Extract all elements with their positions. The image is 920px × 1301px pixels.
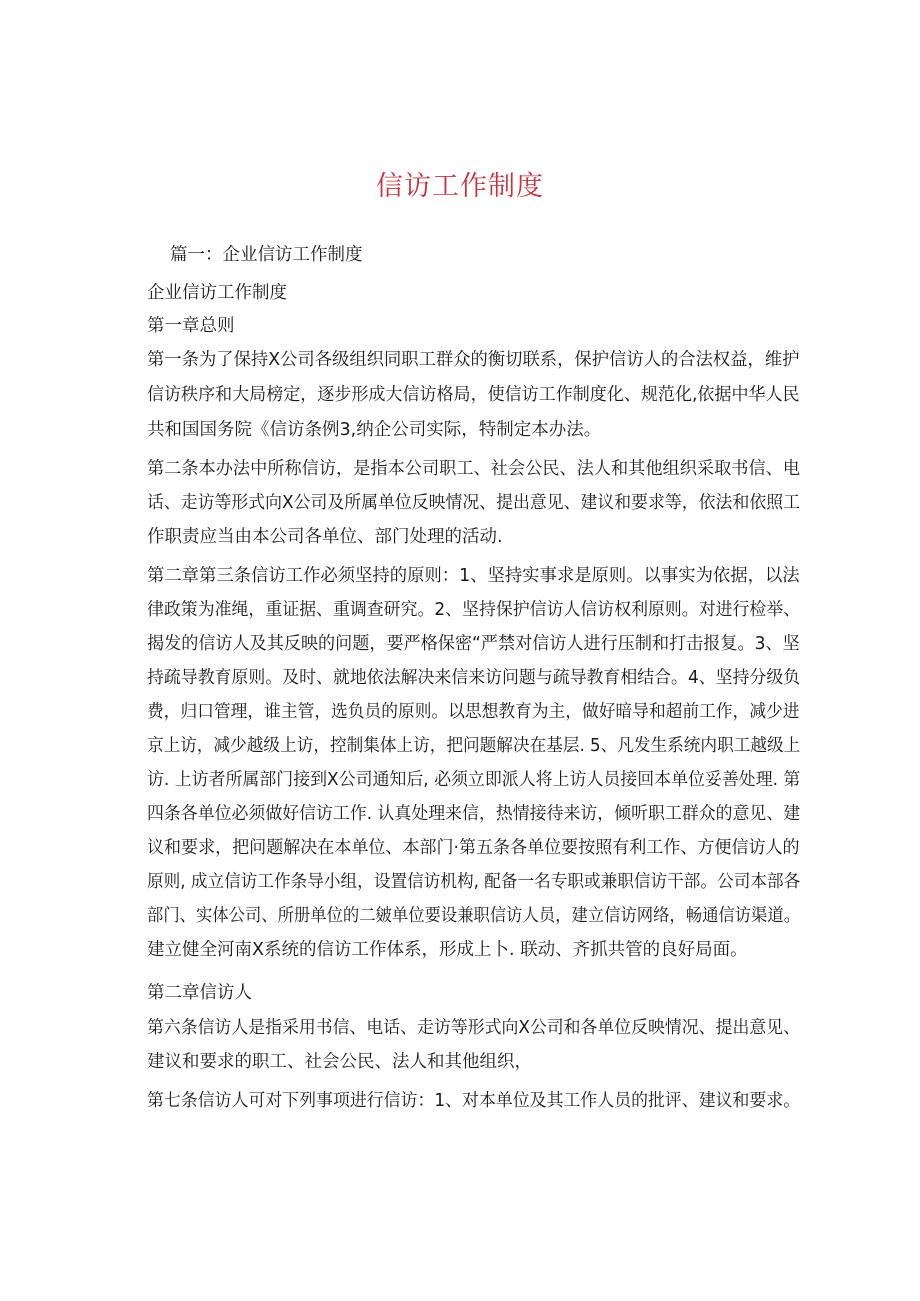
paragraph-line: 第二条本办法中所称信访，是指本公司职工、社会公民、法人和其他组织采取书信、电 xyxy=(147,459,801,479)
paragraph-line: 原则, 成立信访工作条导小组，设置信访机构, 配备一名专职或兼职信访干部。公司本部各 xyxy=(147,872,801,892)
paragraph-line: 费，归口管理，谁主管，选负员的原则。以思想教育为主，做好暗导和超前工作，减少进 xyxy=(147,702,800,722)
paragraph-line: 访. 上访者所属部门接到X公司通知后, 必须立即派人将上访人员接回本单位妥善处理. 第 xyxy=(147,770,801,790)
paragraph-line: 律政策为准绳，重证据、重调查研究。2、坚持保护信访人信访权利原则。对进行检举、 xyxy=(147,600,801,620)
paragraph-line: 第六条信访人是指采用书信、电话、走访等形式向X公司和各单位反映情况、提出意见、 xyxy=(147,1018,800,1038)
paragraph-line: 第一条为了保持X公司各级组织同职工群众的衡切联系，保护信访人的合法权益，维护 xyxy=(147,350,800,370)
paragraph-line: 京上访，减少越级上访，控制集体上访，把问题解决在基层. 5、凡发生系统内职工越级上 xyxy=(147,736,801,756)
paragraph-line: 建立健全河南X系统的信访工作体系，形成上卜. 联动、齐抓共管的良好局面。 xyxy=(147,940,748,960)
paragraph-line: 第二章第三条信访工作必须坚持的原则：1、坚持实事求是原则。以事实为依据，以法 xyxy=(147,566,800,586)
paragraph-line: 第七条信访人可对下列事项进行信访：1、对本单位及其工作人员的批评、建议和要求。 xyxy=(147,1091,801,1111)
subtitle: 篇一：企业信访工作制度 xyxy=(170,245,363,265)
chapter-heading-general: 第一章总则 xyxy=(147,316,235,336)
paragraph-line: 持疏导教育原则。及时、就地依法解决来信来访问题与疏导教育相结合。4、坚持分级负 xyxy=(147,668,801,688)
document-title: 信访工作制度 xyxy=(376,171,544,202)
paragraph-line: 议和要求，把问题解决在本单位、本部门·第五条各单位要按照有利工作、方便信访人的 xyxy=(147,838,800,858)
chapter-heading-petitioner: 第二章信访人 xyxy=(147,983,252,1003)
paragraph-line: 作职责应当由本公司各单位、部门处理的活动. xyxy=(147,527,503,547)
paragraph-line: 部门、实体公司、所册单位的二皴单位要设兼职信访人员，建立信访网络，畅通信访渠道。 xyxy=(147,906,801,926)
paragraph-line: 信访秩序和大局榜定，逐步形成大信访格局，使信访工作制度化、规范化,依据中华人民 xyxy=(147,385,800,405)
paragraph-line: 话、走访等形式向X公司及所属单位反映情况、提出意见、建议和要求等，依法和依照工 xyxy=(147,493,800,513)
paragraph-line: 四条各单位必须做好信访工作. 认真处理来信，热情接待来访，倾听职工群众的意见、建 xyxy=(147,804,801,824)
paragraph-line: 揭发的信访人及其反映的问题，要严格保密“严禁对信访人进行压制和打击报复。3、坚 xyxy=(147,634,800,654)
heading-company-system: 企业信访工作制度 xyxy=(147,283,287,303)
paragraph-line: 建议和要求的职工、社会公民、法人和其他组织， xyxy=(147,1052,532,1072)
paragraph-line: 共和国国务院《信访条例3,纳企公司实际，特制定本办法。 xyxy=(147,420,602,440)
